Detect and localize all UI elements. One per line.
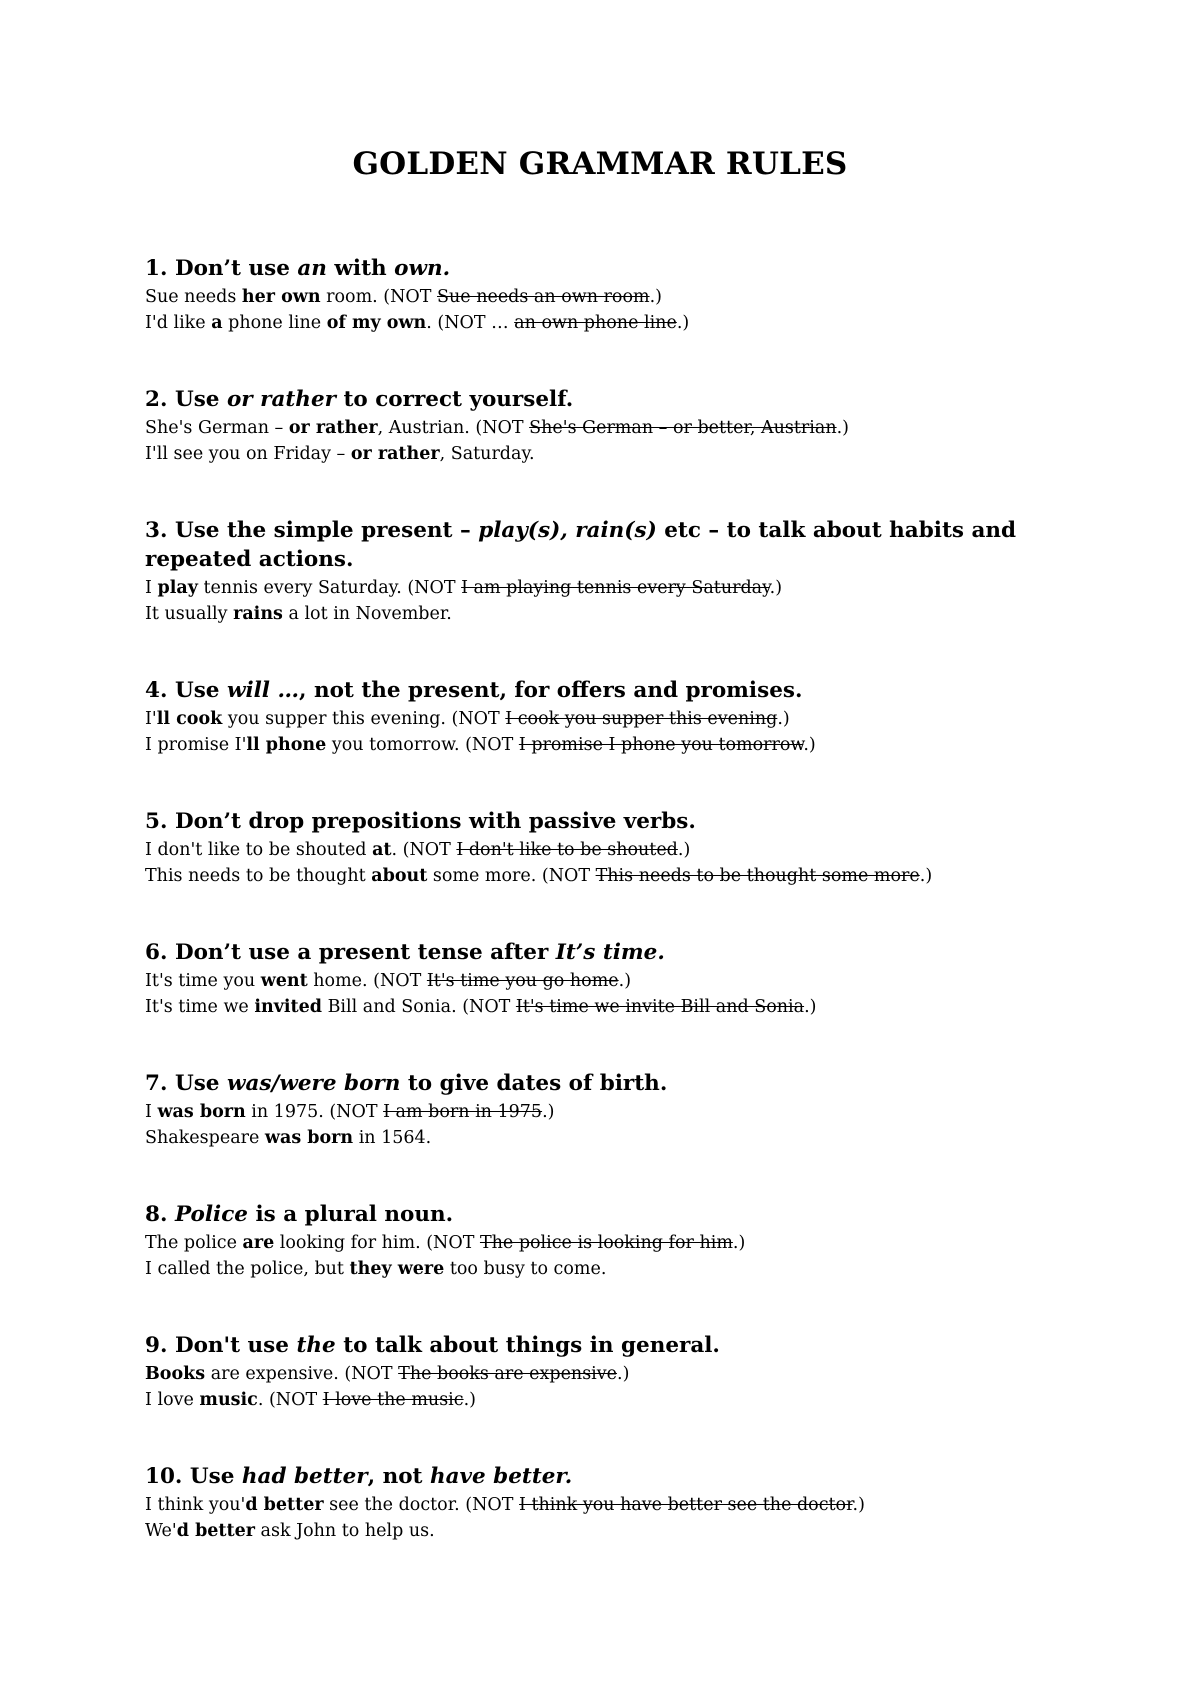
bold-run: at bbox=[372, 840, 392, 860]
heading-term: have better. bbox=[429, 1464, 573, 1489]
heading-text: Don’t use a present tense after bbox=[167, 940, 556, 965]
rule-7 bbox=[145, 1069, 1065, 1151]
rule-heading bbox=[145, 1200, 1065, 1229]
heading-text: Don’t drop prepositions with passive verbs. bbox=[167, 809, 696, 834]
text-run: see the doctor. (NOT bbox=[323, 1495, 520, 1515]
heading-term: was/were born bbox=[226, 1071, 401, 1096]
text-run: you supper this evening. (NOT bbox=[222, 709, 506, 729]
incorrect-example: I promise I phone you tomorrow bbox=[518, 734, 804, 755]
incorrect-example: I am born in 1975 bbox=[383, 1102, 543, 1122]
heading-text: is a plural noun. bbox=[248, 1202, 454, 1227]
example-sentence bbox=[145, 838, 1065, 864]
text-run: .) bbox=[919, 865, 933, 886]
bold-run: d better bbox=[245, 1495, 324, 1515]
text-run: This needs to be thought bbox=[145, 865, 372, 886]
rule-8 bbox=[145, 1200, 1065, 1282]
bold-run: d better bbox=[176, 1520, 255, 1541]
text-run: I'd like bbox=[145, 312, 212, 333]
heading-text: to correct yourself. bbox=[335, 387, 574, 412]
text-run: tennis every Saturday. (NOT bbox=[197, 578, 462, 598]
rule-number: 10. bbox=[145, 1464, 183, 1489]
text-run: .) bbox=[463, 1389, 476, 1410]
text-run: I promise I' bbox=[145, 734, 247, 755]
incorrect-example: I cook you supper this evening bbox=[505, 709, 778, 729]
text-run: .) bbox=[852, 1495, 865, 1515]
heading-text bbox=[167, 1202, 175, 1227]
example-sentence bbox=[145, 311, 1065, 337]
incorrect-example: Sue needs an own room bbox=[437, 287, 650, 307]
rule-9 bbox=[145, 1331, 1065, 1413]
incorrect-example: It's time you go home bbox=[426, 971, 619, 991]
text-run: in 1975. (NOT bbox=[245, 1102, 384, 1122]
example-sentence bbox=[145, 733, 1065, 759]
rule-10 bbox=[145, 1462, 1065, 1544]
incorrect-example: an own phone line bbox=[514, 312, 677, 333]
incorrect-example: This needs to be thought some more bbox=[595, 865, 920, 886]
text-run: too busy to come. bbox=[444, 1258, 607, 1279]
text-run: , Austrian. (NOT bbox=[377, 418, 530, 438]
rule-5 bbox=[145, 807, 1065, 889]
bold-run: ll phone bbox=[246, 734, 327, 755]
text-run: I think you' bbox=[145, 1495, 246, 1515]
rule-number: 8. bbox=[145, 1202, 168, 1227]
rule-number: 7. bbox=[145, 1071, 168, 1096]
example-sentence bbox=[145, 1362, 1065, 1388]
text-run: She's German – bbox=[145, 418, 289, 438]
bold-run: are bbox=[242, 1233, 275, 1253]
rule-heading bbox=[145, 254, 1065, 283]
heading-text: Use the simple present – bbox=[167, 518, 479, 543]
incorrect-example: The books are expensive bbox=[398, 1364, 618, 1384]
rule-heading bbox=[145, 1069, 1065, 1098]
text-run: room. (NOT bbox=[320, 287, 438, 307]
heading-term: own. bbox=[394, 256, 451, 281]
heading-term: or rather bbox=[226, 387, 336, 412]
heading-text: etc – to talk about habits and repeated actions. bbox=[145, 518, 1017, 572]
text-run: It's time we bbox=[145, 996, 255, 1017]
example-sentence bbox=[145, 442, 1065, 468]
incorrect-example: It's time we invite Bill and Sonia bbox=[515, 996, 805, 1017]
text-run: I love bbox=[145, 1389, 200, 1410]
heading-term: an bbox=[297, 256, 327, 281]
text-run: The police bbox=[145, 1233, 243, 1253]
example-sentence bbox=[145, 1126, 1065, 1152]
bold-run: ll cook bbox=[156, 709, 223, 729]
text-run: ask John to help us. bbox=[254, 1520, 435, 1541]
rule-6 bbox=[145, 938, 1065, 1020]
text-run: a lot in November. bbox=[282, 603, 452, 624]
example-sentence bbox=[145, 995, 1065, 1021]
heading-text: Use bbox=[167, 387, 227, 412]
text-run: I called the police, but bbox=[145, 1258, 350, 1279]
example-sentence bbox=[145, 707, 1065, 733]
heading-text: , not the present, for offers and promises. bbox=[298, 678, 803, 703]
example-sentence bbox=[145, 864, 1065, 890]
rule-heading bbox=[145, 1462, 1065, 1491]
example-sentence bbox=[145, 969, 1065, 995]
bold-run: play bbox=[157, 578, 198, 598]
bold-run: or rather bbox=[288, 418, 378, 438]
bold-run: invited bbox=[254, 996, 322, 1017]
text-run: in 1564. bbox=[353, 1127, 432, 1148]
example-sentence bbox=[145, 1100, 1065, 1126]
bold-run: they were bbox=[349, 1258, 445, 1279]
heading-text: Don’t use bbox=[167, 256, 298, 281]
example-sentence bbox=[145, 576, 1065, 602]
text-run: .) bbox=[803, 734, 816, 755]
text-run: It's time you bbox=[145, 971, 261, 991]
rule-3 bbox=[145, 516, 1065, 627]
rule-heading bbox=[145, 938, 1065, 967]
rule-number: 3. bbox=[145, 518, 168, 543]
text-run: . (NOT bbox=[391, 840, 457, 860]
rule-heading bbox=[145, 807, 1065, 836]
example-sentence bbox=[145, 1388, 1065, 1414]
heading-term: will … bbox=[226, 678, 299, 703]
text-run: I'll see you on Friday – bbox=[145, 443, 351, 464]
rule-2 bbox=[145, 385, 1065, 467]
bold-run: went bbox=[260, 971, 308, 991]
rule-number: 4. bbox=[145, 678, 168, 703]
bold-run: Books bbox=[145, 1364, 206, 1384]
text-run: .) bbox=[777, 709, 790, 729]
rule-heading bbox=[145, 1331, 1065, 1360]
text-run: .) bbox=[804, 996, 817, 1017]
text-run: .) bbox=[677, 840, 691, 860]
text-run: Bill and Sonia. (NOT bbox=[322, 996, 516, 1017]
bold-run: about bbox=[371, 865, 428, 886]
heading-text: to talk about things in general. bbox=[335, 1333, 720, 1358]
example-sentence bbox=[145, 1519, 1065, 1545]
text-run: .) bbox=[618, 971, 632, 991]
heading-text: Don't use bbox=[167, 1333, 297, 1358]
example-sentence bbox=[145, 1493, 1065, 1519]
rule-number: 1. bbox=[145, 256, 168, 281]
bold-run: rains bbox=[233, 603, 283, 624]
text-run: .) bbox=[649, 287, 662, 307]
heading-text: Use bbox=[167, 678, 227, 703]
text-run: I don't like to be shouted bbox=[145, 840, 373, 860]
example-sentence bbox=[145, 285, 1065, 311]
bold-run: was born bbox=[157, 1102, 246, 1122]
rule-heading bbox=[145, 385, 1065, 414]
heading-term: had better bbox=[241, 1464, 368, 1489]
bold-run: music bbox=[199, 1389, 258, 1410]
rule-number: 5. bbox=[145, 809, 168, 834]
rule-heading bbox=[145, 516, 1065, 574]
heading-text: Use bbox=[182, 1464, 242, 1489]
rule-number: 9. bbox=[145, 1333, 168, 1358]
heading-text: Use bbox=[167, 1071, 227, 1096]
heading-term: Police bbox=[174, 1202, 248, 1227]
rule-number: 6. bbox=[145, 940, 168, 965]
text-run: Sue needs bbox=[145, 287, 242, 307]
text-run: some more. (NOT bbox=[427, 865, 596, 886]
text-run: I bbox=[145, 1102, 158, 1122]
bold-run: her own bbox=[241, 287, 321, 307]
bold-run: a bbox=[211, 312, 223, 333]
bold-run: of my own bbox=[326, 312, 427, 333]
text-run: . (NOT … bbox=[426, 312, 515, 333]
bold-run: was born bbox=[264, 1127, 354, 1148]
text-run: Shakespeare bbox=[145, 1127, 265, 1148]
text-run: home. (NOT bbox=[307, 971, 427, 991]
heading-term: play(s), rain(s) bbox=[478, 518, 657, 543]
text-run: .) bbox=[676, 312, 690, 333]
incorrect-example: I don't like to be shouted bbox=[456, 840, 678, 860]
text-run: .) bbox=[732, 1233, 746, 1253]
heading-term: It’s time. bbox=[555, 940, 665, 965]
example-sentence bbox=[145, 602, 1065, 628]
text-run: . (NOT bbox=[257, 1389, 323, 1410]
page-title: GOLDEN GRAMMAR RULES bbox=[352, 146, 848, 182]
heading-text: with bbox=[326, 256, 395, 281]
rule-4 bbox=[145, 676, 1065, 758]
incorrect-example: I love the music bbox=[322, 1389, 464, 1410]
text-run: looking for him. (NOT bbox=[274, 1233, 480, 1253]
incorrect-example: I am playing tennis every Saturday bbox=[461, 578, 770, 598]
text-run: you tomorrow. (NOT bbox=[326, 734, 519, 755]
heading-text: to give dates of birth. bbox=[400, 1071, 668, 1096]
text-run: , Saturday. bbox=[439, 443, 535, 464]
heading-text: , not bbox=[367, 1464, 430, 1489]
text-run: I' bbox=[145, 709, 157, 729]
rule-number: 2. bbox=[145, 387, 168, 412]
text-run: It usually bbox=[145, 603, 234, 624]
text-run: phone line bbox=[222, 312, 327, 333]
rule-1 bbox=[145, 254, 1065, 336]
text-run: are expensive. (NOT bbox=[205, 1364, 399, 1384]
example-sentence bbox=[145, 1231, 1065, 1257]
text-run: .) bbox=[769, 578, 783, 598]
incorrect-example: I think you have better see the doctor bbox=[519, 1495, 853, 1515]
example-sentence bbox=[145, 1257, 1065, 1283]
rule-heading bbox=[145, 676, 1065, 705]
text-run: I bbox=[145, 578, 158, 598]
example-sentence bbox=[145, 416, 1065, 442]
text-run: .) bbox=[836, 418, 849, 438]
bold-run: or rather bbox=[350, 443, 440, 464]
text-run: .) bbox=[542, 1102, 555, 1122]
incorrect-example: The police is looking for him bbox=[479, 1233, 733, 1253]
text-run: .) bbox=[617, 1364, 630, 1384]
incorrect-example: She's German – or better, Austrian bbox=[529, 418, 837, 438]
heading-term: the bbox=[296, 1333, 336, 1358]
text-run: We' bbox=[145, 1520, 177, 1541]
